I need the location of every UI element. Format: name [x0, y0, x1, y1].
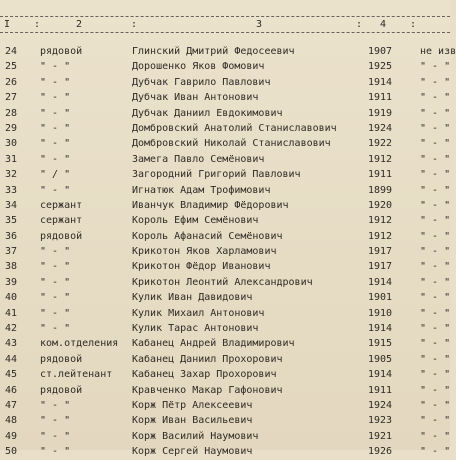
header-sep-3: :: [356, 19, 363, 30]
row-note: " - ": [420, 384, 451, 396]
table-row: [0, 367, 450, 382]
row-rank: " - ": [40, 415, 71, 427]
row-year: 1910: [368, 307, 393, 319]
row-rank: " - ": [40, 430, 71, 442]
table-row: [0, 44, 456, 59]
row-year: 1917: [368, 246, 393, 258]
row-name: Игнатюк Адам Трофимович: [132, 184, 271, 196]
row-name: Кабанец Андрей Владимирович: [132, 338, 295, 350]
row-number: 44: [5, 353, 18, 365]
table-row: [0, 75, 450, 90]
row-year: 1905: [368, 353, 393, 365]
row-note: " - ": [420, 153, 451, 165]
row-year: 1912: [368, 230, 393, 242]
table-row: [0, 229, 450, 244]
row-number: 38: [5, 261, 18, 273]
row-number: 46: [5, 384, 18, 396]
row-name: Загородний Григорий Павлович: [132, 169, 301, 181]
row-rank: " - ": [40, 138, 71, 150]
row-name: Корж Пётр Алексеевич: [132, 399, 253, 411]
row-name: Иванчук Владимир Фёдорович: [132, 199, 289, 211]
row-name: Глинский Дмитрий Федосеевич: [132, 46, 295, 57]
table-row: [0, 336, 450, 351]
table-row: [0, 290, 450, 305]
table-row: [0, 275, 450, 290]
row-note: " - ": [420, 399, 451, 411]
row-rank: " - ": [40, 61, 71, 73]
table-row: [0, 106, 450, 121]
row-number: 39: [5, 276, 18, 288]
row-number: 42: [5, 323, 18, 335]
table-row: [0, 90, 450, 105]
table-row: [0, 244, 450, 259]
row-year: 1925: [368, 61, 393, 73]
table-row: [0, 398, 450, 413]
row-number: 27: [5, 92, 18, 104]
table-row: [0, 183, 450, 198]
column-header: [0, 18, 450, 32]
row-year: 1914: [368, 323, 393, 335]
record-list: [0, 44, 456, 460]
row-note: " - ": [420, 61, 451, 73]
row-year: 1926: [368, 446, 393, 458]
row-note: " - ": [420, 122, 451, 134]
row-name: Домбровский Анатолий Станиславович: [132, 122, 337, 134]
row-number: 32: [5, 169, 18, 181]
row-number: 28: [5, 107, 18, 119]
row-note: " - ": [420, 353, 451, 365]
table-row: [0, 321, 450, 336]
row-name: Кабанец Даниил Прохорович: [132, 353, 283, 365]
table-row: [0, 259, 450, 274]
row-note: " - ": [420, 246, 451, 258]
row-rank: " - ": [40, 323, 71, 335]
row-rank: " - ": [40, 107, 71, 119]
row-number: 33: [5, 184, 18, 196]
row-name: Крикотон Леонтий Александрович: [132, 276, 313, 288]
row-number: 34: [5, 199, 18, 211]
row-name: Дубчак Даниил Евдокимович: [132, 107, 283, 119]
row-note: " - ": [420, 446, 451, 458]
row-number: 36: [5, 230, 18, 242]
row-rank: сержант: [40, 199, 83, 211]
row-rank: " - ": [40, 76, 71, 88]
header-col-2: 2: [76, 19, 83, 30]
row-year: 1924: [368, 399, 393, 411]
row-note: " - ": [420, 230, 451, 242]
row-year: 1912: [368, 153, 393, 165]
row-year: 1911: [368, 384, 393, 396]
row-number: 48: [5, 415, 18, 427]
row-number: 50: [5, 446, 18, 458]
row-number: 43: [5, 338, 18, 350]
table-row: [0, 167, 450, 182]
row-number: 47: [5, 399, 18, 411]
row-year: 1914: [368, 76, 393, 88]
row-number: 24: [5, 46, 18, 57]
header-top-rule: [0, 16, 450, 17]
row-number: 37: [5, 246, 18, 258]
header-col-4: 4: [380, 19, 387, 30]
table-row: [0, 306, 450, 321]
row-rank: " - ": [40, 153, 71, 165]
row-name: Крикотон Яков Харламович: [132, 246, 277, 258]
table-row: [0, 136, 450, 151]
row-name: Крикотон Фёдор Иванович: [132, 261, 271, 273]
row-name: Кравченко Макар Гафонович: [132, 384, 283, 396]
row-number: 35: [5, 215, 18, 227]
row-note: " - ": [420, 215, 451, 227]
table-row: [0, 213, 450, 228]
row-number: 40: [5, 292, 18, 304]
row-rank: " - ": [40, 246, 71, 258]
row-rank: " / ": [40, 169, 71, 181]
table-row: [0, 352, 450, 367]
row-note: " - ": [420, 169, 451, 181]
table-row: [0, 383, 450, 398]
row-rank: " - ": [40, 399, 71, 411]
row-note: " - ": [420, 307, 451, 319]
row-note: " - ": [420, 76, 451, 88]
row-note: " - ": [420, 369, 451, 381]
row-year: 1920: [368, 199, 393, 211]
row-name: Дубчак Гаврило Павлович: [132, 76, 271, 88]
row-year: 1912: [368, 215, 393, 227]
row-note: " - ": [420, 92, 451, 104]
row-name: Кулик Михаил Антонович: [132, 307, 265, 319]
header-sep-1: :: [34, 19, 41, 30]
row-year: 1917: [368, 261, 393, 273]
row-year: 1911: [368, 92, 393, 104]
row-year: 1921: [368, 430, 393, 442]
row-rank: рядовой: [40, 230, 83, 242]
header-bottom-rule: [0, 32, 450, 33]
row-rank: " - ": [40, 122, 71, 134]
row-year: 1923: [368, 415, 393, 427]
row-rank: " - ": [40, 292, 71, 304]
row-name: Домбровский Николай Станиславович: [132, 138, 331, 150]
row-name: Замега Павло Семёнович: [132, 153, 265, 165]
row-rank: " - ": [40, 261, 71, 273]
row-year: 1915: [368, 338, 393, 350]
row-rank: " - ": [40, 276, 71, 288]
row-name: Кабанец Захар Прохорович: [132, 369, 277, 381]
row-note: " - ": [420, 199, 451, 211]
row-year: 1914: [368, 369, 393, 381]
row-rank: сержант: [40, 215, 83, 227]
row-rank: рядовой: [40, 384, 83, 396]
row-year: 1911: [368, 169, 393, 181]
header-sep-2: :: [131, 19, 138, 30]
row-number: 49: [5, 430, 18, 442]
row-rank: " - ": [40, 184, 71, 196]
row-note: " - ": [420, 107, 451, 119]
row-year: 1899: [368, 184, 393, 196]
row-rank: ком.отделения: [40, 338, 119, 350]
row-note: " - ": [420, 415, 451, 427]
row-note: " - ": [420, 430, 451, 442]
row-name: Кулик Тарас Антонович: [132, 323, 259, 335]
row-number: 31: [5, 153, 18, 165]
row-note: " - ": [420, 276, 451, 288]
row-rank: " - ": [40, 92, 71, 104]
row-note: " - ": [420, 184, 451, 196]
row-year: 1924: [368, 122, 393, 134]
table-row: [0, 413, 450, 428]
header-sep-4: :: [410, 19, 417, 30]
table-row: [0, 429, 450, 444]
row-name: Кулик Иван Давидович: [132, 292, 253, 304]
row-note: " - ": [420, 323, 451, 335]
row-year: 1922: [368, 138, 393, 150]
row-year: 1907: [368, 46, 393, 57]
row-year: 1901: [368, 292, 393, 304]
row-number: 29: [5, 122, 18, 134]
table-row: [0, 152, 450, 167]
table-row: [0, 444, 450, 459]
row-note: не изв: [420, 46, 456, 57]
row-name: Корж Сергей Наумович: [132, 446, 253, 458]
row-name: Дубчак Иван Антонович: [132, 92, 259, 104]
row-name: Король Ефим Семёнович: [132, 215, 259, 227]
row-rank: " - ": [40, 307, 71, 319]
row-rank: рядовой: [40, 46, 83, 57]
row-note: " - ": [420, 138, 451, 150]
row-rank: " - ": [40, 446, 71, 458]
row-note: " - ": [420, 338, 451, 350]
row-number: 30: [5, 138, 18, 150]
row-year: 1919: [368, 107, 393, 119]
row-note: " - ": [420, 292, 451, 304]
header-col-3: 3: [256, 19, 263, 30]
row-number: 26: [5, 76, 18, 88]
row-name: Король Афанасий Семёнович: [132, 230, 283, 242]
table-row: [0, 59, 450, 74]
row-number: 45: [5, 369, 18, 381]
table-row: [0, 121, 450, 136]
row-number: 25: [5, 61, 18, 73]
row-name: Дорошенко Яков Фомович: [132, 61, 265, 73]
header-col-1: I: [4, 19, 11, 30]
row-year: 1914: [368, 276, 393, 288]
table-row: [0, 198, 450, 213]
row-name: Корж Иван Васильевич: [132, 415, 253, 427]
row-note: " - ": [420, 261, 451, 273]
row-number: 41: [5, 307, 18, 319]
row-rank: рядовой: [40, 353, 83, 365]
row-rank: ст.лейтенант: [40, 369, 113, 381]
row-name: Корж Василий Наумович: [132, 430, 259, 442]
